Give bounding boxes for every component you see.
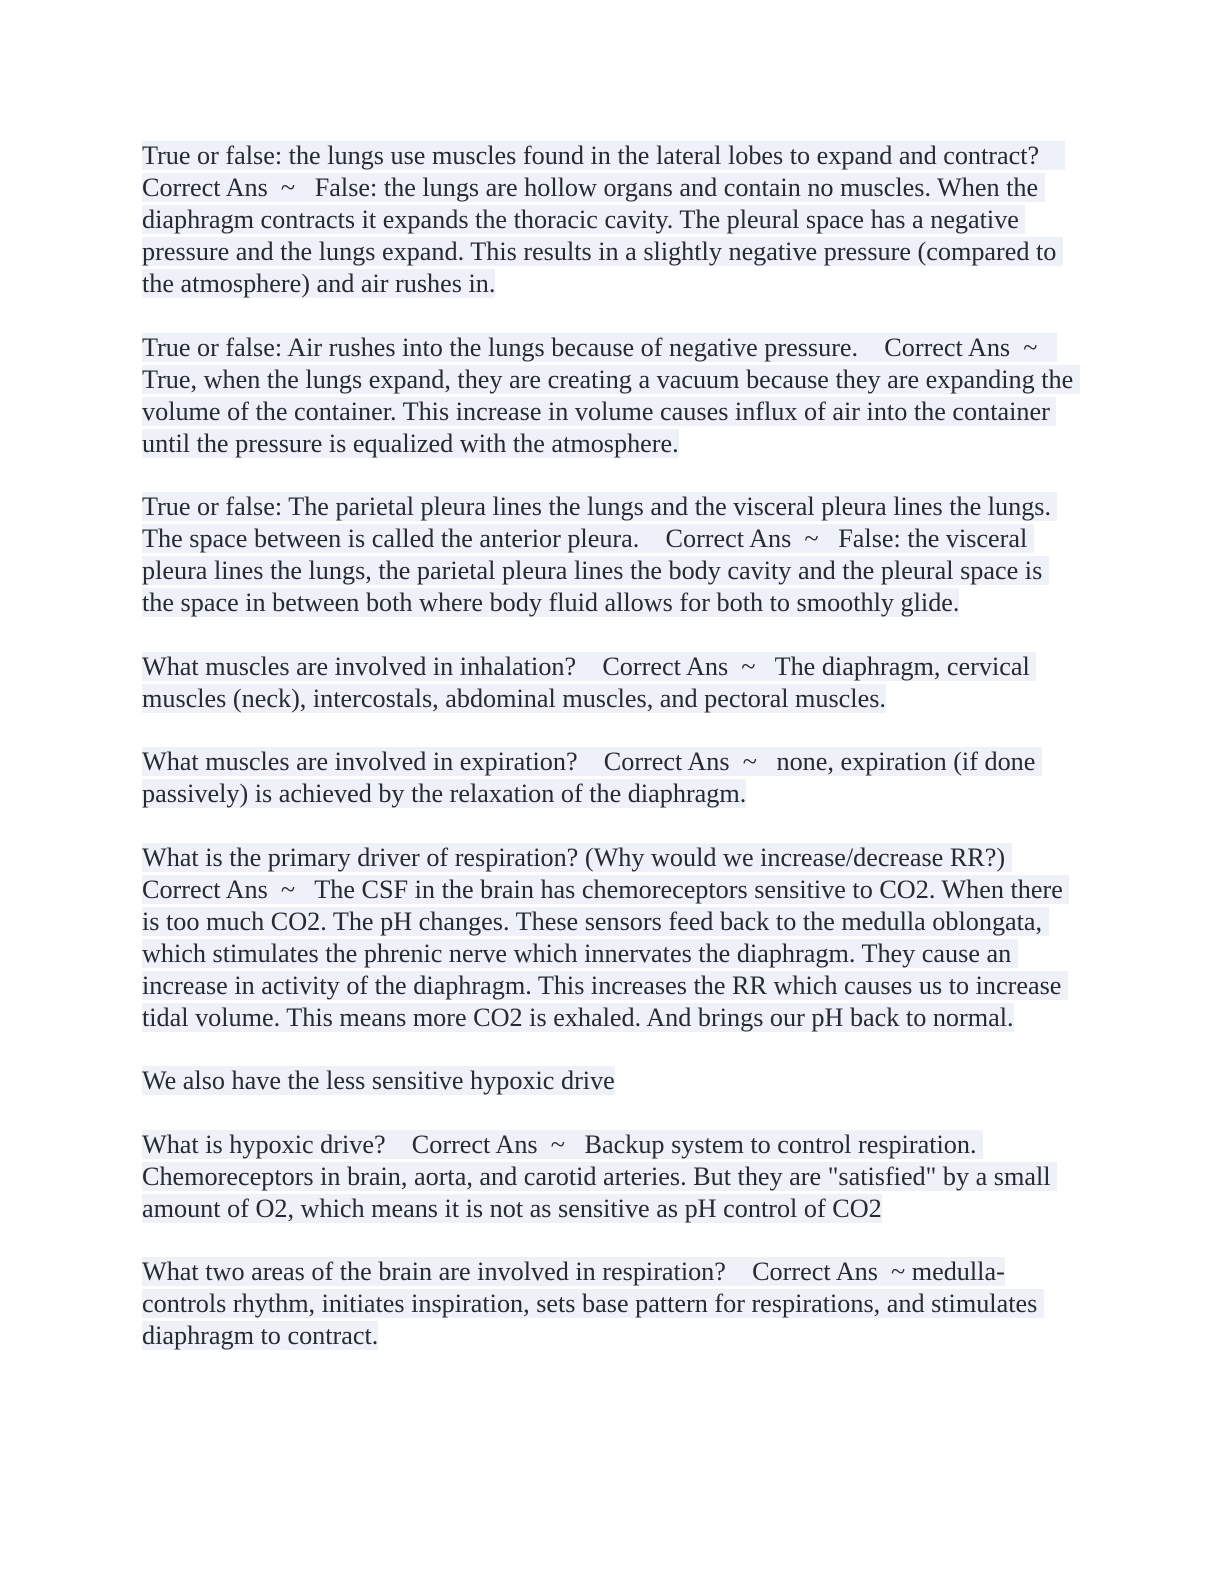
paragraph-negative-pressure (142, 332, 1080, 460)
paragraph-text: True or false: The parietal pleura lines the lungs and the visceral pleura lines the lungs. The space between is called the anterior pleura. Correct Ans ~ False: the visceral pleura lines the lungs, the parietal pleura lines the body cavity and the pleural space is the space in between both where body fluid allows for both to smoothly glide. (142, 492, 1058, 617)
paragraph-text: True or false: Air rushes into the lungs because of negative pressure. Correct Ans ~ True, when the lungs expand, they are creating a vacuum because they are expanding the volume of the container. This increase in volume causes influx of air into the container until the pressure is equalized with the atmosphere. (142, 332, 1080, 458)
paragraph-text: What two areas of the brain are involved in respiration? Correct Ans ~ medulla-controls rhythm, initiates inspiration, sets base pattern for respirations, and stimulates diaphragm to contract. (142, 1257, 1044, 1350)
paragraph-text: What is the primary driver of respiration? (Why would we increase/decrease RR?) Correct Ans ~ The CSF in the brain has chemoreceptors sensitive to CO2. When there is too much CO2. The pH changes. These sensors feed back to the medulla oblongata, which stimulates the phrenic nerve which innervates the diaphragm. They cause an increase in activity of the diaphragm. This increases the RR which causes us to increase tidal volume. This means more CO2 is exhaled. And brings our pH back to normal. (142, 842, 1070, 1032)
paragraph-pleura (142, 491, 1077, 619)
paragraph-inhalation-muscles (142, 651, 1077, 715)
paragraph-text: What is hypoxic drive? Correct Ans ~ Backup system to control respiration. Chemoreceptors in brain, aorta, and carotid arteries. But they are "satisfied" by a small amount of O2, which means it is not as sensitive as pH control of CO2 (142, 1129, 1058, 1223)
document-page (142, 140, 1080, 1384)
paragraph-expiration-muscles (142, 746, 1077, 810)
paragraph-brain-areas (142, 1256, 1077, 1352)
paragraph-primary-driver (142, 842, 1077, 1034)
paragraph-text: We also have the less sensitive hypoxic drive (142, 1066, 615, 1095)
paragraph-text: True or false: the lungs use muscles found in the lateral lobes to expand and contract? Correct Ans ~ False: the lungs are hollow organs and contain no muscles. When the diaphragm contracts it expands the thoracic cavity. The pleural space has a negative pressure and the lungs expand. This results in a slightly negative pressure (compared to the atmosphere) and air rushes in. (142, 141, 1066, 298)
paragraph-text: What muscles are involved in inhalation? Correct Ans ~ The diaphragm, cervical muscles (neck), intercostals, abdominal muscles, and pectoral muscles. (142, 651, 1037, 713)
paragraph-lungs-muscles (142, 140, 1077, 300)
paragraph-text: What muscles are involved in expiration? Correct Ans ~ none, expiration (if done passively) is achieved by the relaxation of the diaphragm. (142, 747, 1042, 808)
paragraph-hypoxic-drive-note (142, 1065, 1077, 1097)
paragraph-hypoxic-drive (142, 1129, 1077, 1225)
